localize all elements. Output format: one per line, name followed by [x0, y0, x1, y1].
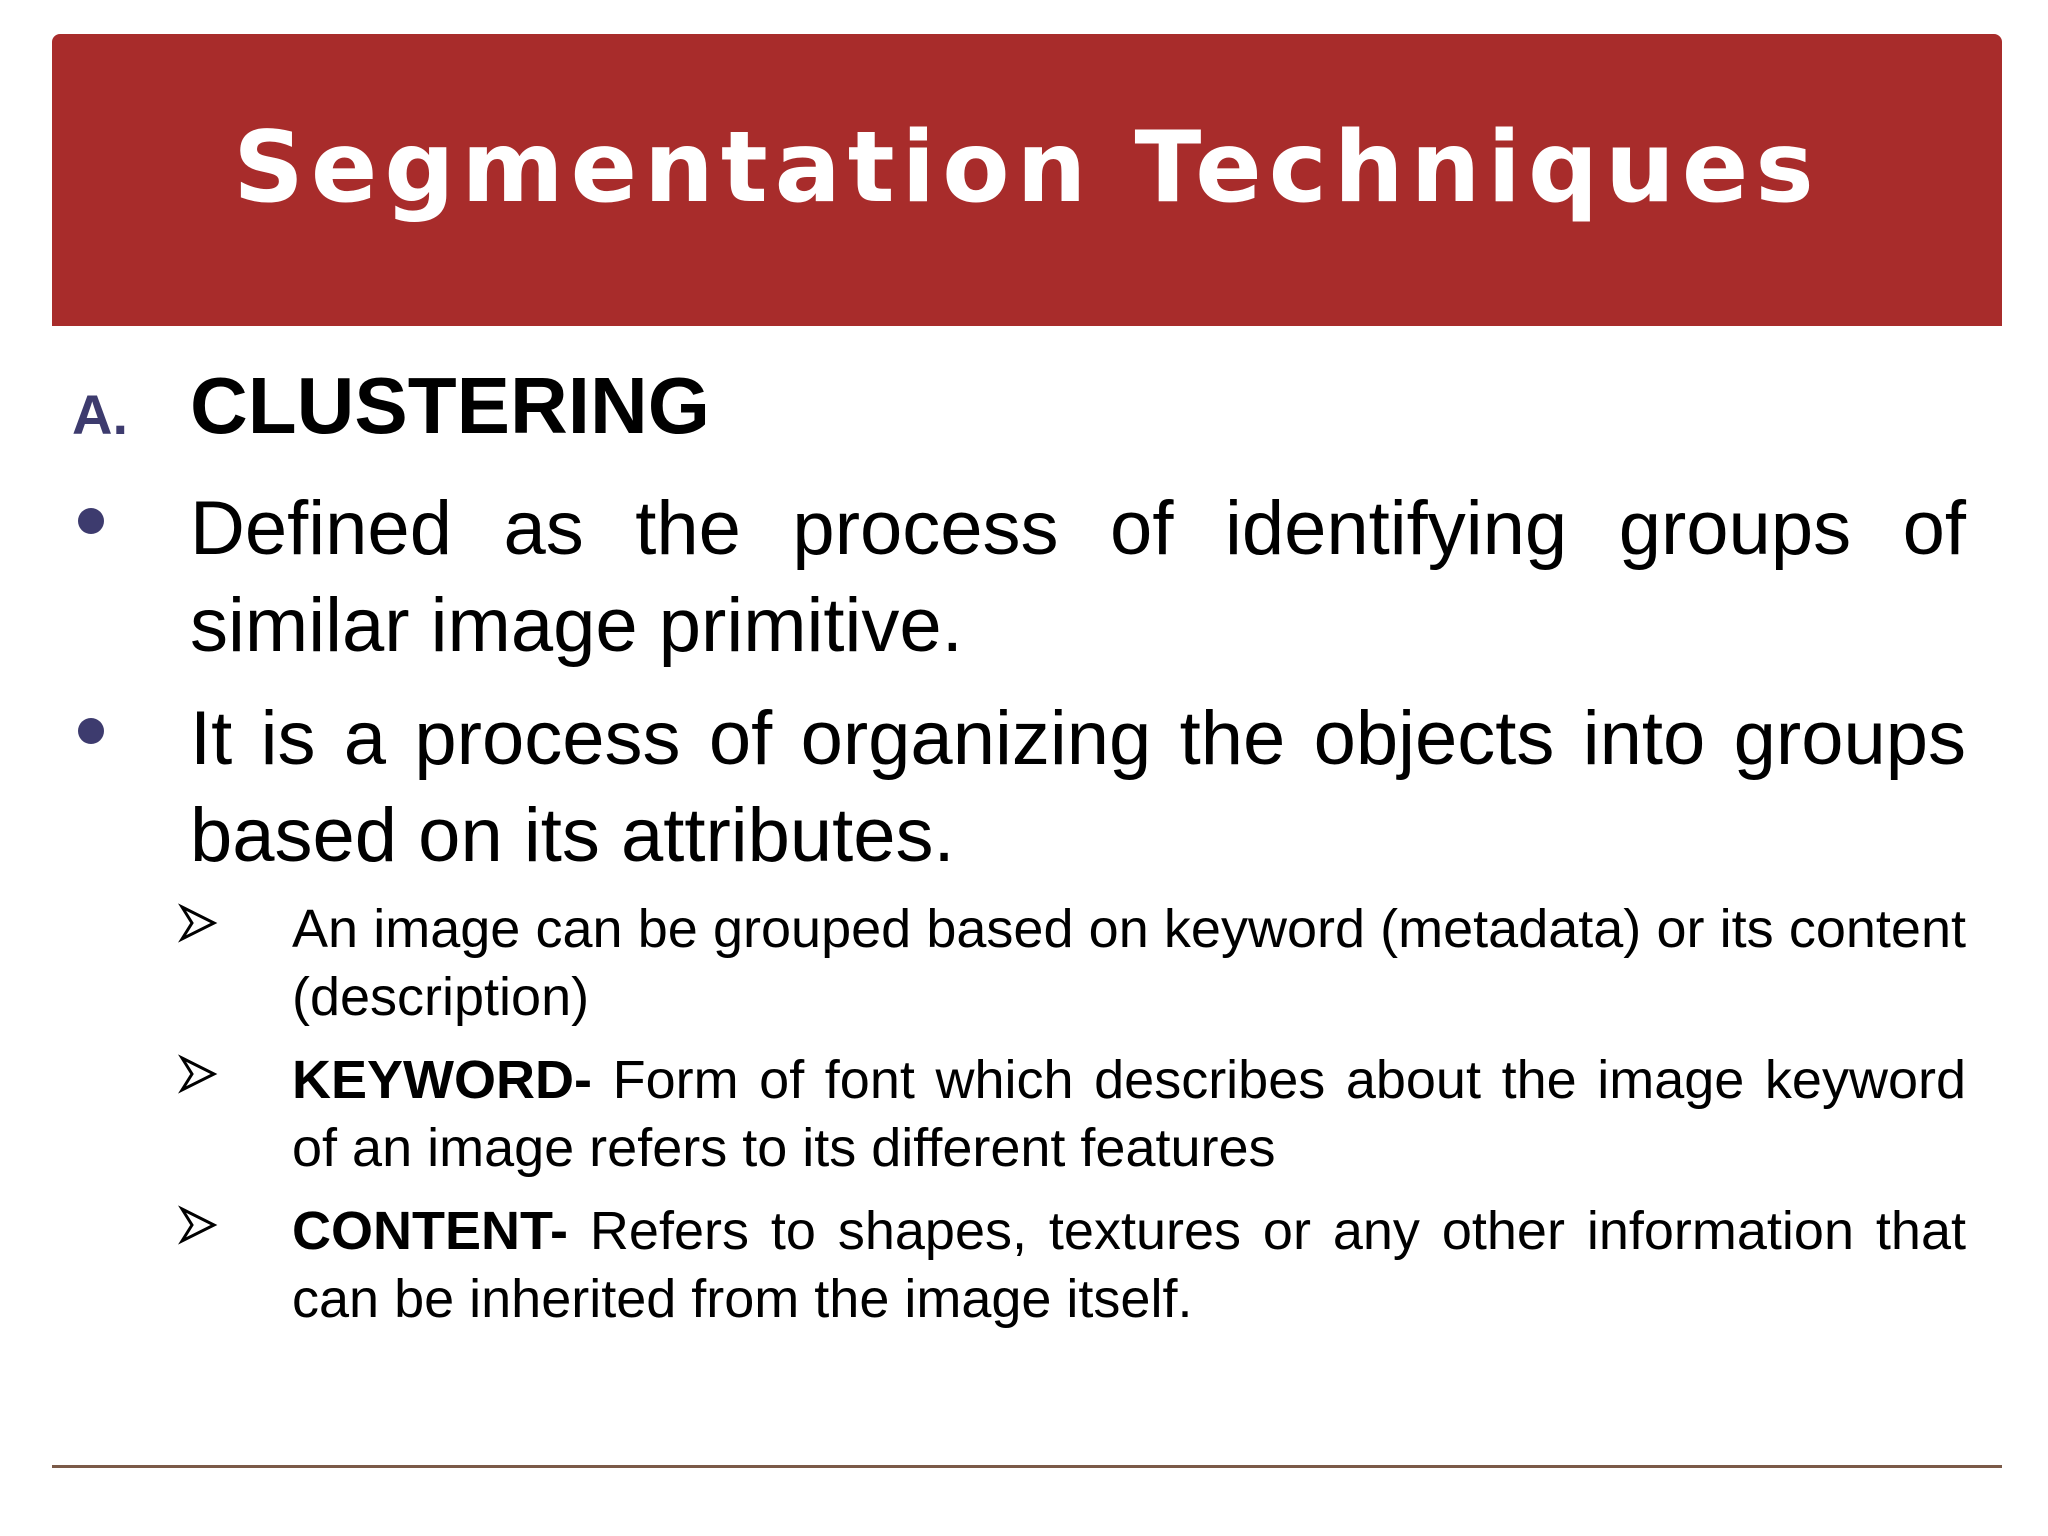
sub-bullet-body: Refers to shapes, textures or any other information that can be inherited from the image itself. — [292, 1201, 1966, 1329]
footer-divider — [52, 1465, 2002, 1468]
sub-bullet-text — [292, 1046, 1966, 1182]
sub-bullet-text — [292, 895, 1966, 1031]
arrowhead-icon — [178, 1205, 218, 1245]
sub-bullet-body: An image can be grouped based on keyword (metadata) or its content (description) — [292, 899, 1966, 1027]
arrowhead-icon — [178, 903, 218, 943]
bullet-dot-icon — [78, 508, 104, 534]
section-heading — [0, 360, 2048, 460]
title-banner — [52, 34, 2002, 326]
sub-bullet-body: Form of font which describes about the image keyword of an image refers to its different features — [292, 1050, 1966, 1178]
bullet-dot-icon — [78, 718, 104, 744]
sub-bullet-lead: KEYWORD- — [292, 1050, 592, 1110]
slide-title: Segmentation Techniques — [233, 111, 1821, 225]
heading-marker: A. — [72, 383, 128, 446]
sub-bullet-text — [292, 1197, 1966, 1333]
heading-text: CLUSTERING — [190, 361, 710, 450]
bullet-text: Defined as the process of identifying groups of similar image primitive. — [190, 486, 1966, 668]
arrowhead-icon — [178, 1054, 218, 1094]
sub-bullet-lead: CONTENT- — [292, 1201, 568, 1261]
bullet-text: It is a process of organizing the objects into groups based on its attributes. — [190, 696, 1966, 878]
